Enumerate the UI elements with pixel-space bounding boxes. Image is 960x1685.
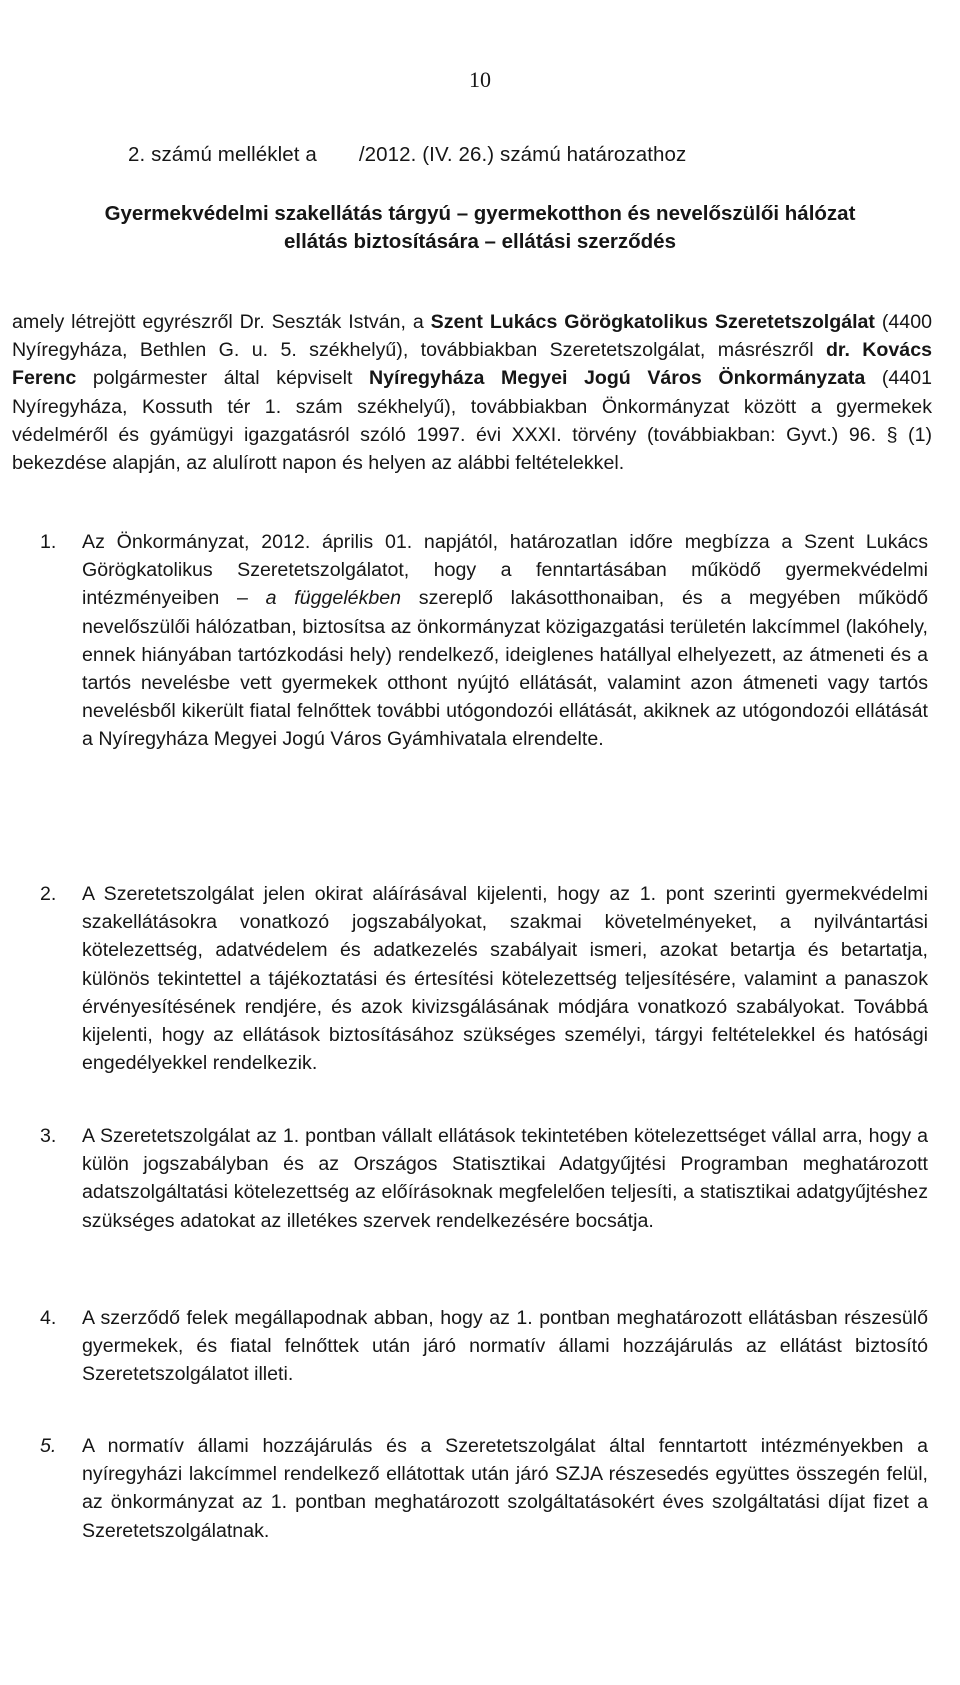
annex-prefix: 2. számú melléklet a: [128, 143, 317, 166]
item-text-part: szereplő lakásotthonaiban, és a megyében működő nevelőszülői hálózatban, biztosítsa az önkormányzat közigazgatási területén lakcímmel (lakóhely, ennek hiányában tartózkodási hely) rendelkező, ideiglenes hatállyal elhelyezett, az átmeneti és a tartós nevelésbe vett gyermekek otthont nyújtó ellátását, valamint azon átmeneti vagy tartós nevelésből kikerült fiatal felnőttek további utógondozói ellátását, akiknek az utógondozói ellátását a Nyíregyháza Megyei Jogú Város Gyámhivatala elrendelte.: [82, 587, 928, 751]
intro-text-1: amely létrejött egyrészről Dr. Seszták István, a: [12, 311, 431, 333]
annex-heading: [128, 141, 686, 169]
representative-name: dr. Kovács Ferenc: [12, 339, 932, 390]
item-text: A szerződő felek megállapodnak abban, hogy az 1. pontban meghatározott ellátásban részesülő gyermekek, és fiatal felnőttek után járó normatív állami hozzájárulás az ellátást biztosító Szeretetszolgálatot illeti.: [82, 1307, 928, 1386]
item-number: 5.: [40, 1435, 57, 1457]
document-title: [0, 200, 960, 256]
item-text-part: Az Önkormányzat, 2012. április 01. napjától, határozatlan időre megbízza a Szent Lukács Görögkatolikus Szeretetszolgálatot, hogy a fenntartásában működő gyermekvédelmi intézményeiben –: [82, 531, 928, 610]
party-onkormanyzat: Nyíregyháza Megyei Jogú Város Önkormányzata: [369, 367, 866, 390]
item-number: 2.: [40, 883, 57, 905]
intro-text-2: (4400 Nyíregyháza, Bethlen G. u. 5. székhelyű), továbbiakban Szeretetszolgálat, másrészről: [12, 311, 932, 362]
item-text: A normatív állami hozzájárulás és a Szeretetszolgálat által fenntartott intézményekben a nyíregyházi lakcímmel rendelkező ellátottak után járó SZJA részesedés együttes összegén felül, az önkormányzat az 1. pontban meghatározott szolgáltatásokért éves szolgáltatási díjat fizet a Szeretetszolgálatnak.: [82, 1435, 928, 1542]
item-number: 1.: [40, 531, 57, 553]
intro-text-4: (4401 Nyíregyháza, Kossuth tér 1. szám székhelyű), továbbiakban Önkormányzat között a gyermekek védelméről és gyámügyi igazgatásról szóló 1997. évi XXXI. törvény (továbbiakban: Gyvt.) 96. § (1) bekezdése alapján, az alulírott napon és helyen az alábbi feltételekkel.: [12, 367, 932, 475]
intro-paragraph: [12, 308, 932, 477]
item-text: A Szeretetszolgálat jelen okirat aláírásával kijelenti, hogy az 1. pont szerinti gyermekvédelmi szakellátásokra vonatkozó jogszabályokat, szakmai követelményeket, a nyilvántartási kötelezettség, adatvédelem és adatkezelés szabályait ismeri, azokat betartja és betartatja, különös tekintettel a tájékoztatási és értesítési kötelezettség teljesítésére, valamint a panaszok érvényesítésének rendjére, és azok kivizsgálásának módjára vonatkozó szabályokat. Továbbá kijelenti, hogy az ellátások biztosításához szükséges személyi, tárgyi feltételekkel és hatósági engedélyekkel rendelkezik.: [82, 883, 928, 1075]
title-line-2: ellátás biztosítására – ellátási szerződés: [284, 230, 676, 253]
page-number: 10: [469, 67, 491, 92]
item-emphasis: a függelékben: [265, 587, 402, 610]
intro-text-3: polgármester által képviselt: [76, 367, 369, 390]
title-line-1: Gyermekvédelmi szakellátás tárgyú – gyermekotthon és nevelőszülői hálózat: [104, 202, 856, 225]
party-szeretetszolgalat: Szent Lukács Görögkatolikus Szeretetszolgálat: [430, 311, 875, 333]
item-text: [82, 528, 928, 754]
annex-suffix: /2012. (IV. 26.) számú határozathoz: [358, 143, 687, 166]
item-text: A Szeretetszolgálat az 1. pontban vállalt ellátások tekintetében kötelezettséget vállal arra, hogy a külön jogszabályban és az Országos Statisztikai Adatgyűjtési Programban meghatározott adatszolgáltatási kötelezettség az előírásoknak megfelelően teljesíti, a statisztikai adatgyűjtéshez szükséges adatokat az illetékes szervek rendelkezésére bocsátja.: [82, 1125, 928, 1232]
item-number: 4.: [40, 1307, 57, 1329]
item-number: 3.: [40, 1125, 57, 1147]
